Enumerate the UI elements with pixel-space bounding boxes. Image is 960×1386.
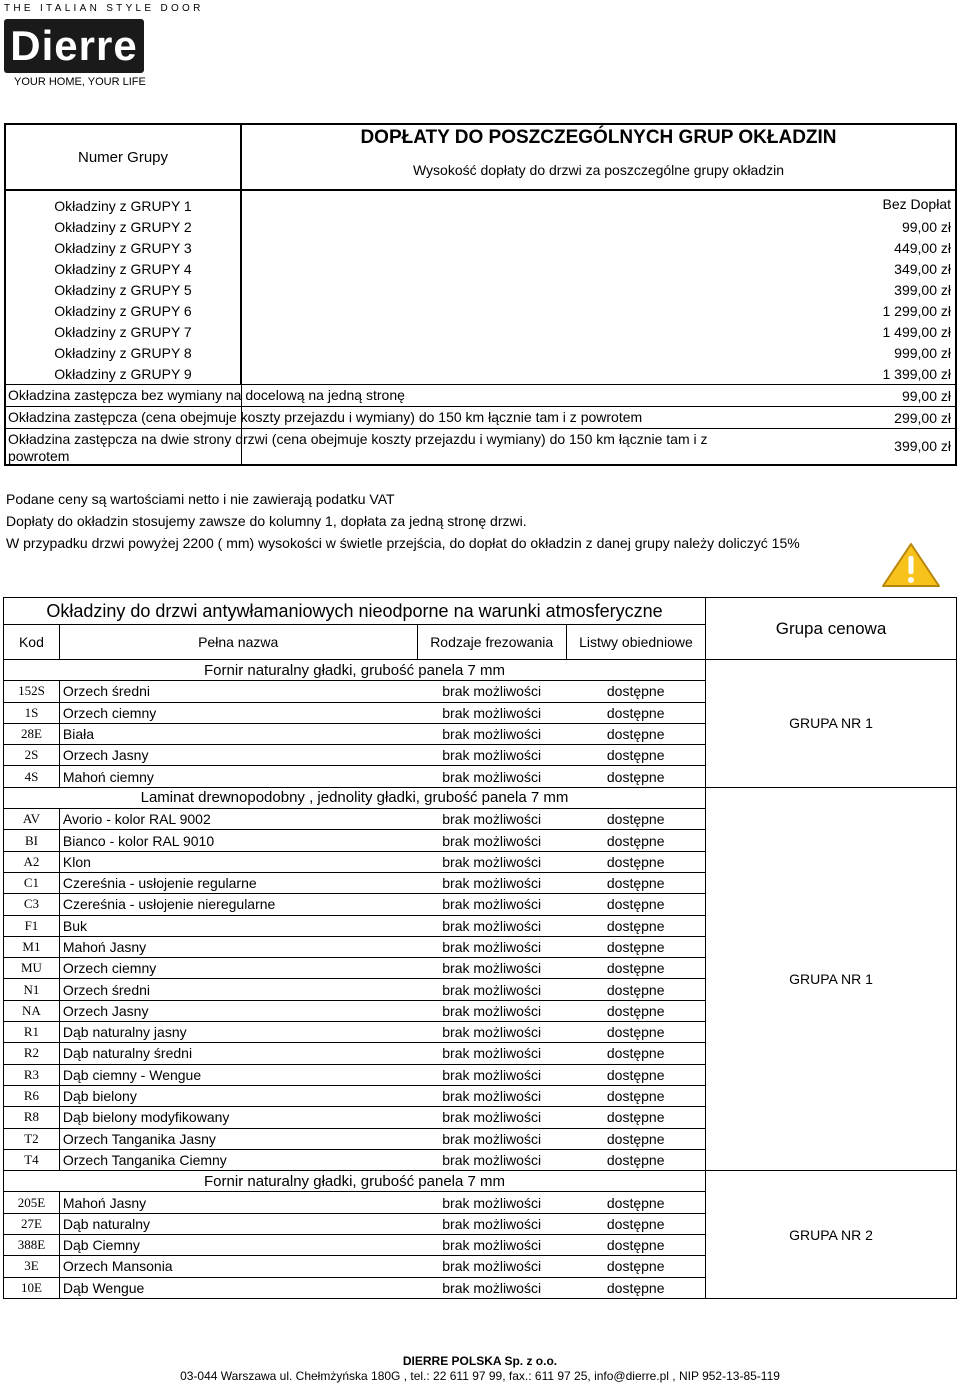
cladding-code: 3E [4, 1256, 60, 1277]
cladding-code: R6 [4, 1085, 60, 1106]
surcharge-label: Okładziny z GRUPY 4 [5, 258, 241, 279]
surcharges-table [4, 123, 957, 466]
cladding-strips: dostępne [566, 936, 705, 957]
surcharge-row [5, 342, 956, 363]
surcharge-row [5, 216, 956, 237]
cladding-milling: brak możliwości [417, 766, 566, 787]
cladding-name: Orzech średni [59, 979, 417, 1000]
cladding-strips: dostępne [566, 1128, 705, 1149]
cladding-milling: brak możliwości [417, 830, 566, 851]
cladding-name: Dąb Wengue [59, 1277, 417, 1298]
cladding-strips: dostępne [566, 915, 705, 936]
cladding-strips: dostępne [566, 723, 705, 744]
surcharge-row [5, 258, 956, 279]
cladding-name: Orzech ciemny [59, 702, 417, 723]
cladding-name: Dąb naturalny [59, 1213, 417, 1234]
cladding-milling: brak możliwości [417, 1000, 566, 1021]
cladding-strips: dostępne [566, 681, 705, 702]
brand-sub-tagline: YOUR HOME, YOUR LIFE [14, 76, 146, 88]
cladding-strips: dostępne [566, 872, 705, 893]
cladding-strips: dostępne [566, 830, 705, 851]
cladding-milling: brak możliwości [417, 1149, 566, 1170]
surcharge-value: 1 499,00 zł [241, 321, 956, 342]
cladding-name: Dąb bielony [59, 1085, 417, 1106]
cladding-strips: dostępne [566, 1064, 705, 1085]
cladding-strips: dostępne [566, 1043, 705, 1064]
cladding-name: Bianco - kolor RAL 9010 [59, 830, 417, 851]
surcharge-extra-label [5, 385, 405, 407]
surcharge-extra-value: 99,00 zł [241, 385, 956, 407]
cladding-milling: brak możliwości [417, 1277, 566, 1298]
cladding-code: 2S [4, 745, 60, 766]
cladding-name: Orzech Mansonia [59, 1256, 417, 1277]
cladding-code: T4 [4, 1149, 60, 1170]
cladding-code: C1 [4, 872, 60, 893]
cladding-milling: brak możliwości [417, 809, 566, 830]
cladding-strips: dostępne [566, 851, 705, 872]
cladding-strips: dostępne [566, 1149, 705, 1170]
section-title: Laminat drewnopodobny , jednolity gładki, grubość panela 7 mm [4, 787, 706, 808]
brand-logo: Dierre [4, 19, 144, 73]
cladding-milling: brak możliwości [417, 915, 566, 936]
cladding-code: 388E [4, 1235, 60, 1256]
surcharge-extra-label [5, 429, 708, 465]
cladding-strips: dostępne [566, 702, 705, 723]
cladding-name: Buk [59, 915, 417, 936]
surcharge-extra-row [5, 407, 956, 429]
cladding-name: Orzech ciemny [59, 958, 417, 979]
cladding-name: Orzech Tanganika Ciemny [59, 1149, 417, 1170]
note-column: Dopłaty do okładzin stosujemy zawsze do kolumny 1, dopłata za jedną stronę drzwi. [6, 513, 527, 529]
surcharge-label: Okładziny z GRUPY 9 [5, 363, 241, 385]
cladding-name: Dąb ciemny - Wengue [59, 1064, 417, 1085]
cladding-code: F1 [4, 915, 60, 936]
cladding-name: Orzech Jasny [59, 745, 417, 766]
cladding-code: MU [4, 958, 60, 979]
cladding-strips: dostępne [566, 766, 705, 787]
price-group: GRUPA NR 1 [706, 660, 957, 788]
cladding-strips: dostępne [566, 809, 705, 830]
section-header-row [4, 660, 957, 681]
surcharge-value: 99,00 zł [241, 216, 956, 237]
surcharge-extra-text: Okładzina zastępcza bez wymiany na docelową na jedną stronę [8, 387, 405, 403]
cladding-strips: dostępne [566, 958, 705, 979]
surcharge-value: 449,00 zł [241, 237, 956, 258]
cladding-name: Mahoń Jasny [59, 1192, 417, 1213]
surcharge-extra-value: 399,00 zł [241, 429, 956, 465]
cladding-name: Mahoń Jasny [59, 936, 417, 957]
surcharge-row [5, 279, 956, 300]
cladding-milling: brak możliwości [417, 1043, 566, 1064]
cladding-milling: brak możliwości [417, 1256, 566, 1277]
col-milling-header: Rodzaje frezowania [417, 625, 566, 660]
surcharge-label: Okładziny z GRUPY 1 [5, 190, 241, 216]
cladding-milling: brak możliwości [417, 681, 566, 702]
surcharge-value: 999,00 zł [241, 342, 956, 363]
cladding-strips: dostępne [566, 1277, 705, 1298]
surcharge-label: Okładziny z GRUPY 6 [5, 300, 241, 321]
col-strips-header: Listwy obiedniowe [566, 625, 705, 660]
surcharge-row [5, 237, 956, 258]
surcharge-extra-text: Okładzina zastępcza (cena obejmuje koszty przejazdu i wymiany) do 150 km łącznie tam i z powrotem [8, 409, 643, 425]
cladding-strips: dostępne [566, 1213, 705, 1234]
cladding-strips: dostępne [566, 894, 705, 915]
cladding-code: T2 [4, 1128, 60, 1149]
cladding-milling: brak możliwości [417, 723, 566, 744]
section-header-row [4, 787, 957, 808]
cladding-name: Avorio - kolor RAL 9002 [59, 809, 417, 830]
cladding-code: M1 [4, 936, 60, 957]
surcharge-value: 1 399,00 zł [241, 363, 956, 385]
cladding-code: A2 [4, 851, 60, 872]
surcharge-row [5, 190, 956, 216]
cladding-milling: brak możliwości [417, 1022, 566, 1043]
cladding-strips: dostępne [566, 1000, 705, 1021]
surcharge-row [5, 300, 956, 321]
cladding-name: Dąb naturalny średni [59, 1043, 417, 1064]
surcharge-extra-row [5, 429, 956, 465]
claddings-title: Okładziny do drzwi antywłamaniowych nieodporne na warunki atmosferyczne [4, 598, 706, 625]
section-header-row [4, 1171, 957, 1192]
cladding-code: 205E [4, 1192, 60, 1213]
cladding-strips: dostępne [566, 1256, 705, 1277]
cladding-milling: brak możliwości [417, 894, 566, 915]
cladding-code: R1 [4, 1022, 60, 1043]
cladding-strips: dostępne [566, 1192, 705, 1213]
surcharge-row [5, 363, 956, 385]
cladding-milling: brak możliwości [417, 979, 566, 1000]
footer-company: DIERRE POLSKA Sp. z o.o. [402, 1354, 558, 1368]
claddings-table [3, 597, 957, 1299]
surcharge-label: Okładziny z GRUPY 2 [5, 216, 241, 237]
price-group: GRUPA NR 1 [706, 787, 957, 1170]
cladding-strips: dostępne [566, 1022, 705, 1043]
surcharge-extra-label [5, 407, 643, 429]
cladding-milling: brak możliwości [417, 1213, 566, 1234]
cladding-code: N1 [4, 979, 60, 1000]
cladding-code: 10E [4, 1277, 60, 1298]
cladding-milling: brak możliwości [417, 1085, 566, 1106]
cladding-milling: brak możliwości [417, 1107, 566, 1128]
footer-address: 03-044 Warszawa ul. Chełmżyńska 180G , tel.: 22 611 97 99, fax.: 611 97 25, info@dierre.pl , NIP 952-13-85-119 [180, 1369, 780, 1383]
note-height: W przypadku drzwi powyżej 2200 ( mm) wysokości w świetle przejścia, do dopłat do okładzin z danej grupy należy doliczyć 15% [6, 535, 800, 551]
cladding-milling: brak możliwości [417, 851, 566, 872]
cladding-code: AV [4, 809, 60, 830]
cladding-milling: brak możliwości [417, 958, 566, 979]
cladding-code: 27E [4, 1213, 60, 1234]
surcharge-value: 1 299,00 zł [241, 300, 956, 321]
col-group-header: Numer Grupy [5, 124, 241, 190]
cladding-strips: dostępne [566, 1107, 705, 1128]
cladding-code: NA [4, 1000, 60, 1021]
cladding-milling: brak możliwości [417, 745, 566, 766]
cladding-name: Klon [59, 851, 417, 872]
cladding-name: Czereśnia - usłojenie nieregularne [59, 894, 417, 915]
surcharge-extra-value: 299,00 zł [241, 407, 956, 429]
surcharge-label: Okładziny z GRUPY 8 [5, 342, 241, 363]
section-title: Fornir naturalny gładki, grubość panela 7 mm [4, 1171, 706, 1192]
col-desc-header: Wysokość dopłaty do drzwi za poszczególne grupy okładzin [241, 151, 956, 190]
cladding-code: R3 [4, 1064, 60, 1085]
cladding-name: Czereśnia - usłojenie regularne [59, 872, 417, 893]
surcharge-extra-row [5, 385, 956, 407]
cladding-milling: brak możliwości [417, 872, 566, 893]
cladding-code: C3 [4, 894, 60, 915]
surcharge-value: 349,00 zł [241, 258, 956, 279]
cladding-milling: brak możliwości [417, 702, 566, 723]
cladding-code: 1S [4, 702, 60, 723]
brand-tagline: THE ITALIAN STYLE DOOR [4, 3, 204, 14]
surcharge-label: Okładziny z GRUPY 7 [5, 321, 241, 342]
surcharge-row [5, 321, 956, 342]
surcharge-extra-text: Okładzina zastępcza na dwie strony drzwi (cena obejmuje koszty przejazdu i wymiany) do 150 km łącznie tam i z powrotem [8, 431, 708, 464]
warning-triangle-icon [880, 540, 942, 590]
cladding-code: 4S [4, 766, 60, 787]
surcharge-value: Bez Dopłat [241, 190, 956, 216]
note-vat: Podane ceny są wartościami netto i nie zawierają podatku VAT [6, 491, 395, 507]
cladding-milling: brak możliwości [417, 1235, 566, 1256]
surcharge-value: 399,00 zł [241, 279, 956, 300]
section-title: Fornir naturalny gładki, grubość panela 7 mm [4, 660, 706, 681]
cladding-strips: dostępne [566, 1235, 705, 1256]
surcharge-label: Okładziny z GRUPY 5 [5, 279, 241, 300]
cladding-code: R2 [4, 1043, 60, 1064]
cladding-strips: dostępne [566, 745, 705, 766]
cladding-name: Orzech średni [59, 681, 417, 702]
cladding-milling: brak możliwości [417, 1192, 566, 1213]
cladding-name: Dąb bielony modyfikowany [59, 1107, 417, 1128]
cladding-strips: dostępne [566, 1085, 705, 1106]
cladding-milling: brak możliwości [417, 1128, 566, 1149]
surcharge-label: Okładziny z GRUPY 3 [5, 237, 241, 258]
cladding-code: 152S [4, 681, 60, 702]
surcharges-title: DOPŁATY DO POSZCZEGÓLNYCH GRUP OKŁADZIN [241, 124, 956, 151]
cladding-name: Dąb Ciemny [59, 1235, 417, 1256]
cladding-name: Biała [59, 723, 417, 744]
cladding-name: Orzech Tanganika Jasny [59, 1128, 417, 1149]
cladding-milling: brak możliwości [417, 936, 566, 957]
cladding-milling: brak możliwości [417, 1064, 566, 1085]
cladding-name: Mahoń ciemny [59, 766, 417, 787]
cladding-code: BI [4, 830, 60, 851]
cladding-code: R8 [4, 1107, 60, 1128]
cladding-name: Dąb naturalny jasny [59, 1022, 417, 1043]
col-price-group-header: Grupa cenowa [706, 598, 957, 660]
col-name-header: Pełna nazwa [59, 625, 417, 660]
cladding-code: 28E [4, 723, 60, 744]
cladding-name: Orzech Jasny [59, 1000, 417, 1021]
col-code-header: Kod [4, 625, 60, 660]
price-group: GRUPA NR 2 [706, 1171, 957, 1299]
cladding-strips: dostępne [566, 979, 705, 1000]
